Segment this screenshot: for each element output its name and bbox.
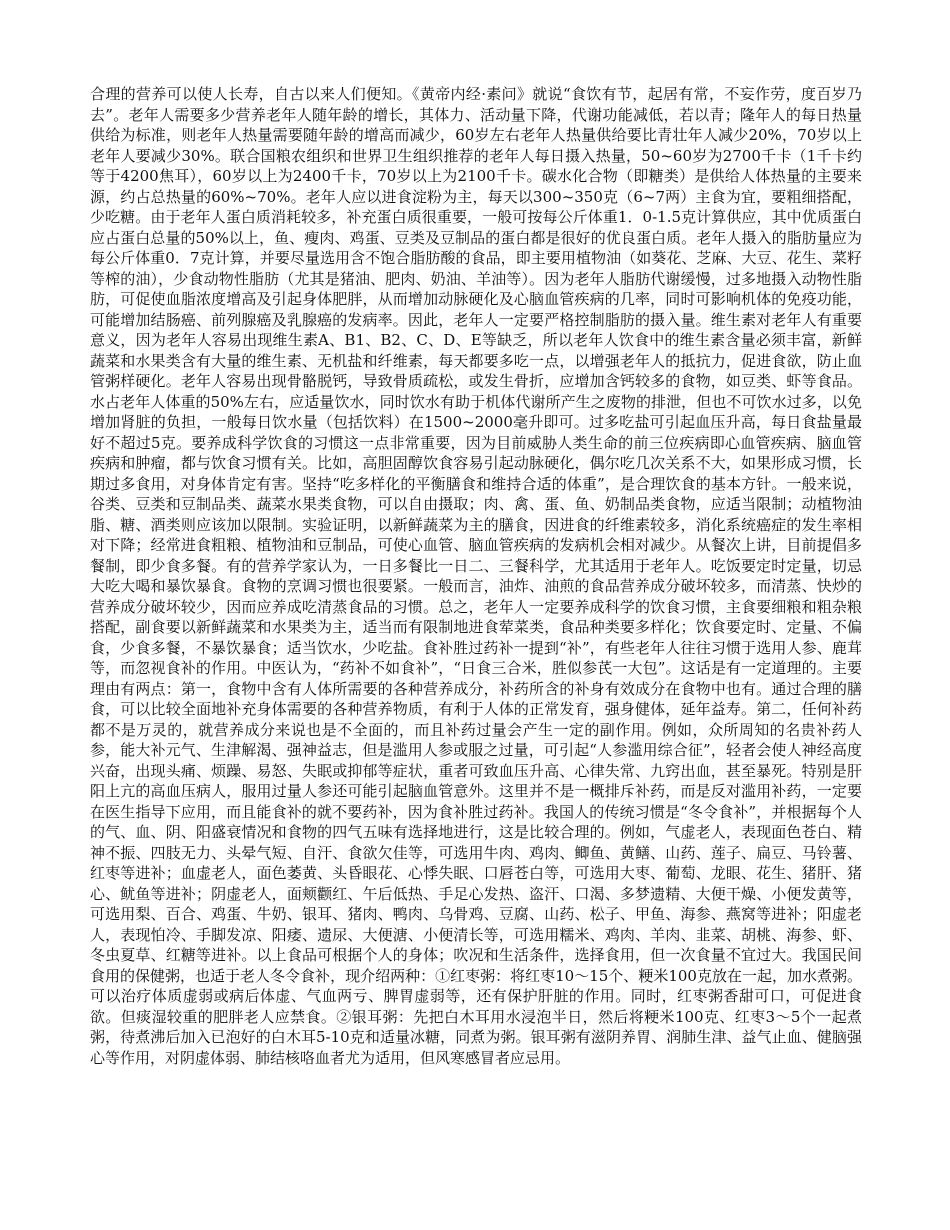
- body-paragraph: 合理的营养可以使人长寿，自古以来人们便知。《黄帝内经·素问》就说“食饮有节，起居有常，不妄作劳，度百岁乃去”。老年人需要多少营养老年人随年龄的增长，其体力、活动量下降，代谢功能减低，若以青；隆年人的每日热量供给为标准，则老年人热量需要随年龄的增高而减少，60岁左右老年人热量供给要比青壮年人减少20%，70岁以上老年人要减少30%。联合国粮农组织和世界卫生组织推荐的老年人每日摄入热量，50~60岁为2700千卡（1千卡约等于4200焦耳），60岁以上为2400千卡，70岁以上为2100千卡。碳水化合物（即糖类）是供给人体热量的主要来源，约占总热量的60%~70%。老年人应以进食淀粉为主，每天以300~350克（6~7两）主食为宜，要粗细搭配，少吃糖。由于老年人蛋白质消耗较多，补充蛋白质很重要，一般可按每公斤体重1．0-1.5克计算供应，其中优质蛋白应占蛋白总量的50%以上，鱼、瘦肉、鸡蛋、豆类及豆制品的蛋白都是很好的优良蛋白质。老年人摄入的脂肪量应为每公斤体重0．7克计算，并要尽量选用含不饱合脂肪酸的食品，即主要用植物油（如葵花、芝麻、大豆、花生、菜籽等榨的油），少食动物性脂肪（尤其是猪油、肥肉、奶油、羊油等）。因为老年人脂肪代谢缓慢，过多地摄入动物性脂肪，可促使血脂浓度增高及引起身体肥胖，从而增加动脉硬化及心脑血管疾病的几率，同时可影响机体的免疫功能，可能增加结肠癌、前列腺癌及乳腺癌的发病率。因此，老年人一定要严格控制脂肪的摄入量。维生素对老年人有重要意义，因为老年人容易出现维生素A、B1、B2、C、D、E等缺乏，所以老年人饮食中的维生素含量必须丰富，新鲜蔬菜和水果类含有大量的维生素、无机盐和纤维素，每天都要多吃一点，以增强老年人的抵抗力，促进食欲，防止血管粥样硬化。老年人容易出现骨骼脱钙，导致骨质疏松，或发生骨折，应增加含钙较多的食物，如豆类、虾等食品。水占老年人体重的50%左右，应适量饮水，同时饮水有助于机体代谢所产生之废物的排泄，但也不可饮水过多，以免增加肾脏的负担，一般每日饮水量（包括饮料）在1500~2000毫升即可。过多吃盐可引起血压升高，每日食盐量最好不超过5克。要养成科学饮食的习惯这一点非常重要，因为目前威胁人类生命的前三位疾病即心血管疾病、脑血管疾病和肿瘤，都与饮食习惯有关。比如，高胆固醇饮食容易引起动脉硬化，偶尔吃几次关系不大，如果形成习惯，长期过多食用，对身体肯定有害。坚持“吃多样化的平衡膳食和维持合适的体重”，是合理饮食的基本方针。一般来说，谷类、豆类和豆制品类、蔬菜水果类食物，可以自由摄取；肉、禽、蛋、鱼、奶制品类食物，应适当限制；动植物油脂、糖、酒类则应该加以限制。实验证明，以新鲜蔬菜为主的膳食，因进食的纤维素较多，消化系统癌症的发生率相对下降；经常进食粗粮、植物油和豆制品，可使心血管、脑血管疾病的发病机会相对减少。从餐次上讲，目前提倡多餐制，即少食多餐。有的营养学家认为，一日多餐比一日二、三餐科学，尤其适用于老年人。吃饭要定时定量，切忌大吃大喝和暴饮暴食。食物的烹调习惯也很要紧。一般而言，油炸、油煎的食品营养成分破坏较多，而清蒸、快炒的营养成分破坏较少，因而应养成吃清蒸食品的习惯。总之，老年人一定要养成科学的饮食习惯，主食要细粮和粗杂粮搭配，副食要以新鲜蔬菜和水果类为主，适当而有限制地进食荤菜类，食品种类要多样化；饮食要定时、定量、不偏食，少食多餐，不暴饮暴食；适当饮水，少吃盐。食补胜过药补一提到“补”，有些老年人往往习惯于选用人参、鹿茸等，而忽视食补的作用。中医认为，“药补不如食补”，“日食三合米，胜似参芪一大包”。这话是有一定道理的。主要理由有两点：第一，食物中含有人体所需要的各种营养成分，补药所含的补身有效成分在食物中也有。通过合理的膳食，可以比较全面地补充身体需要的各种营养物质，有利于人体的正常发育，强身健体，延年益寿。第二，任何补药都不是万灵的，就营养成分来说也是不全面的，而且补药过量会产生一定的副作用。例如，众所周知的名贵补药人参，能大补元气、生津解渴、强神益志，但是滥用人参或服之过量，可引起“人参滥用综合征”，轻者会使人神经高度兴奋，出现头痛、烦躁、易怒、失眠或抑郁等症状，重者可致血压升高、心律失常、九窍出血，甚至暴死。特别是肝阳上亢的高血压病人，服用过量人参还可能引起脑血管意外。这里并不是一概排斥补药，而是反对滥用补药，一定要在医生指导下应用，而且能食补的就不要药补，因为食补胜过药补。我国人的传统习惯是“冬令食补”，并根据每个人的气、血、阴、阳盛衰情况和食物的四气五味有选择地进行，这是比较合理的。例如，气虚老人，表现面色苍白、精神不振、四肢无力、头晕气短、自汗、食欲欠佳等，可选用牛肉、鸡肉、鲫鱼、黄鳝、山药、莲子、扁豆、马铃薯、红枣等进补；血虚老人，面色萎黄、头昏眼花、心悸失眠、口唇苍白等，可选用大枣、葡萄、龙眼、花生、猪肝、猪心、鱿鱼等进补；阴虚老人，面颊颧红、午后低热、手足心发热、盗汗、口渴、多梦遗精、大便干燥、小便发黄等，可选用梨、百合、鸡蛋、牛奶、银耳、猪肉、鸭肉、乌骨鸡、豆腐、山药、松子、甲鱼、海参、燕窝等进补；阳虚老人，表现怕冷、手脚发凉、阳痿、遗尿、大便溏、小便清长等，可选用糯米、鸡肉、羊肉、韭菜、胡桃、海参、虾、冬虫夏草、红糖等进补。以上食品可根据个人的身体；吹况和生活条件，选择食用，但一次食量不宜过大。我国民间食用的保健粥，也适于老人冬令食补，现介绍两种：①红枣粥：将红枣10～15个、粳米100克放在一起，加水煮粥。可以治疗体质虚弱或病后体虚、气血两亏、脾胃虚弱等，还有保护肝脏的作用。同时，红枣粥香甜可口，可促进食欲。但痰湿较重的肥胖老人应禁食。②银耳粥：先把白木耳用水浸泡半日，然后将粳米100克、红枣3～5个一起煮粥，待煮沸后加入已泡好的白木耳5-10克和适量冰糖，同煮为粥。银耳粥有滋阴养胃、润肺生津、益气止血、健脑强心等作用，对阴虚体弱、肺结核咯血者尤为适用，但风寒感冒者应忌用。: [90, 85, 862, 1067]
- document-page: [90, 84, 862, 1068]
